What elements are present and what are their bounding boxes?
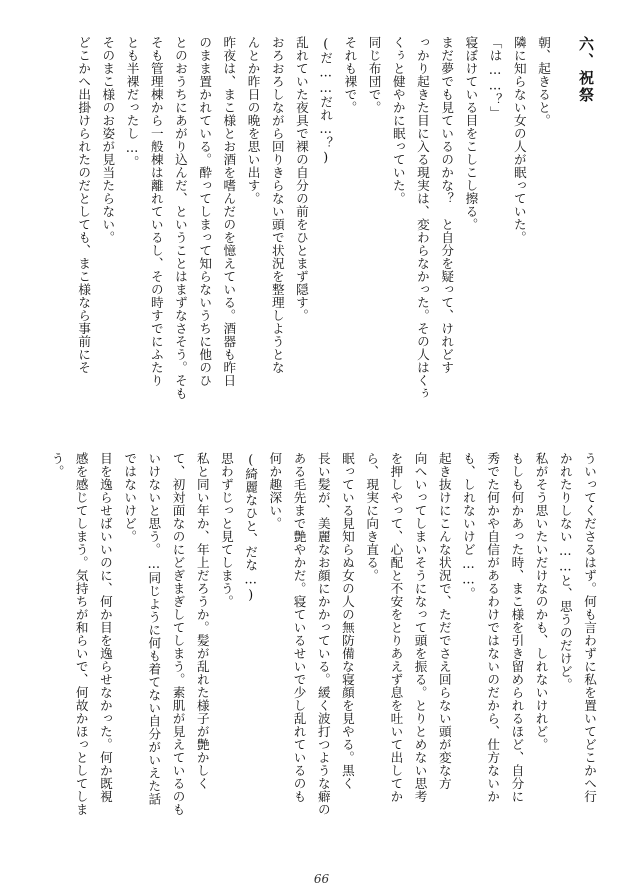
page-number: 66 [313,872,330,886]
text-line: そのまこ様のお姿が見当たらない。 [100,36,116,244]
text-line: かれたりしない……と、思うのだけど。 [557,452,573,691]
text-line: 「は……？」 [487,36,503,119]
chapter-title: 六、祝祭 [577,36,595,104]
text-line: そも管理棟から一般棟は離れているし、その時すでにふたり [148,36,164,387]
text-line: 感を感じてしまう。気持ちが和らいで、何故かほっとしてしま [73,452,89,816]
text-line: 眠っている見知らぬ女の人の無防備な寝顔を見やる。黒く [339,452,355,790]
text-line: っかり起きた目に入る現実は、変わらなかった。その人はくぅ [414,36,430,400]
text-line: んとか昨日の晩を思い出す。 [245,36,261,205]
text-line: (だ……だれ…？) [318,36,334,165]
text-line: 思わずじっと見てしまう。 [218,452,234,608]
text-block-lower [44,452,601,864]
text-line: 向へいってしまいそうになって頭を振る。とりとめない思考 [412,452,428,803]
text-line: それも裸で。 [342,36,358,114]
text-line: ある毛先まで艶やかだ。寝ているせいで少し乱れているのも [291,452,307,803]
text-line: ういってくださるはず。何も言わずに私を置いてどこかへ行 [582,452,597,803]
text-line: 私と同い年か、年上だろうか。髪が乱れた様子が艶かしく [194,452,210,790]
text-block-upper [71,36,601,444]
text-line: を押しやって、心配と不安をとりあえず息を吐いて出してか [388,452,404,803]
text-line: とのおうちにあがり込んだ、ということはまずなさそう。そも [172,36,188,400]
text-line: おろおろしながら回りきらない頭で状況を整理しようとな [269,36,285,374]
text-line: 長い髪が、美麗なお顔にかかっている。緩く波打つような癖の [315,452,331,816]
text-line: (綺麗なひと、だな…) [243,452,259,603]
text-line: 昨夜は、まこ様とお酒を嗜んだのを憶えている。酒器も昨日 [221,36,237,387]
text-line: 何か趣深い。 [267,452,283,530]
text-line: 乱れていた夜具で裸の自分の前をひとまず隠す。 [293,36,309,322]
text-line: 秀でた何かや自信があるわけではないのだから、仕方ないか [485,452,501,803]
text-line: とも半裸だったし…。 [124,36,140,169]
text-line: 朝、起きると。 [536,36,551,127]
text-line: いけないと思う。…同じように何も着てない自分がいえた話 [146,452,162,806]
text-line: もしも何かあった時、まこ様を引き留められるほど、自分に [509,452,525,803]
text-line: 起き抜けにこんな状況で、ただでさえ回らない頭が変な方 [436,452,452,790]
text-line: のまま置かれている。酔ってしまって知らないうちに他のひ [197,36,213,387]
text-line: て、初対面なのにどぎまぎしてしまう。素肌が見えているのも [170,452,186,816]
text-line: ら、現実に向き直る。 [364,452,380,582]
text-line: まだ夢でも見ているのかな？ と自分を疑って、けれどす [439,36,455,374]
text-line: も、しれないけど……。 [460,452,476,600]
text-line: 同じ布団で。 [366,36,382,114]
text-line: ではないけど。 [122,452,138,543]
text-line: 私がそう思いたいだけなのかも、しれないけれど。 [533,452,549,751]
text-line: くぅと健やかに眠っていた。 [390,36,406,205]
text-line: 寝ぼけている目をこしこし擦る。 [463,36,479,231]
text-line: 隣に知らない女の人が眠っていた。 [511,36,527,244]
text-line: う。 [49,452,65,478]
text-line: 目を逸らせばいいのに、何か目を逸らせなかった。何か既視 [97,452,113,803]
text-line: どこかへ出掛けられたのだとしても、まこ様なら事前にそ [76,36,92,374]
